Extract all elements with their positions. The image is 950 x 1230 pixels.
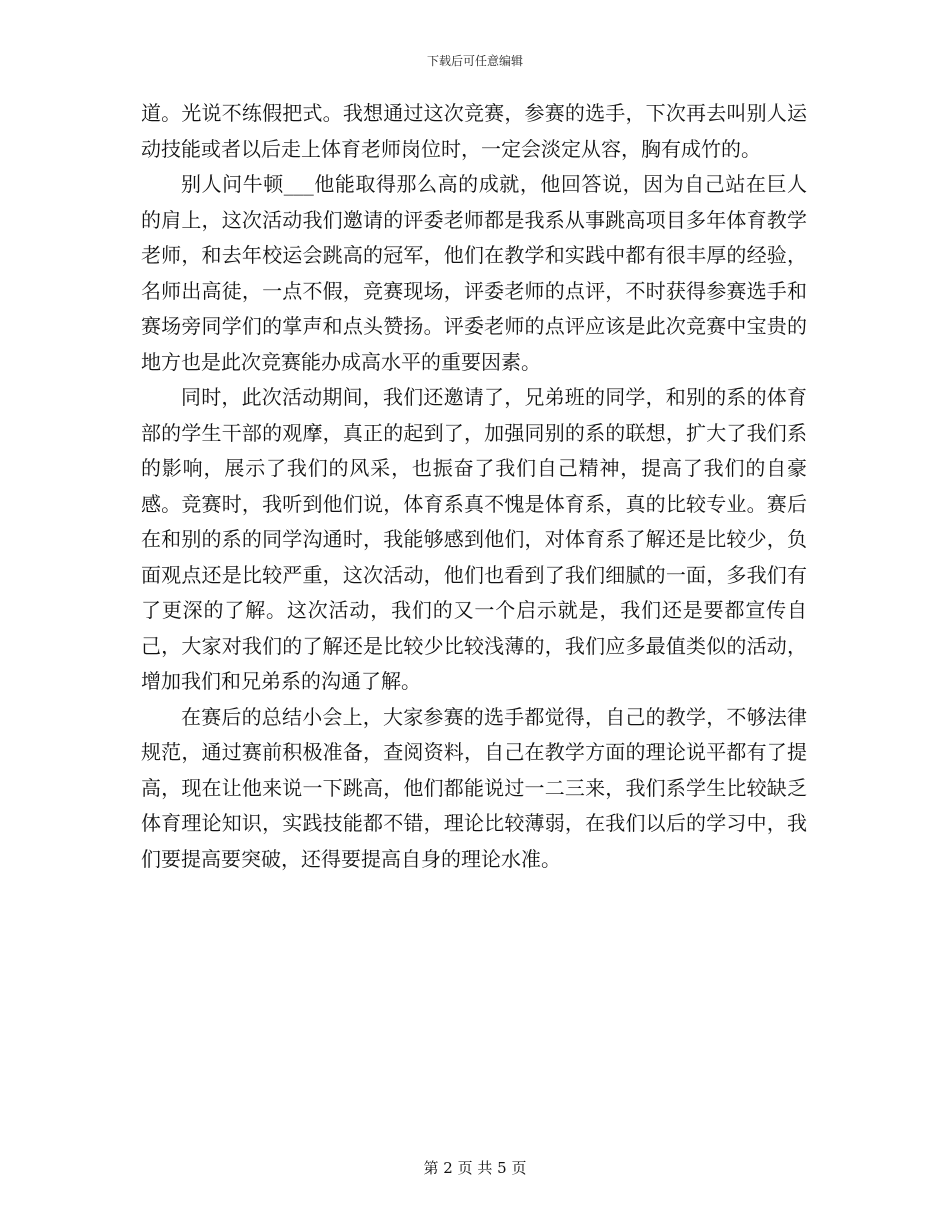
page-header: 下载后可任意编辑 [426, 54, 523, 68]
document-body [141, 96, 807, 877]
paragraph: 道。光说不练假把式。我想通过这次竞赛，参赛的选手，下次再去叫别人运动技能或者以后走上体育老师岗位时，一定会淡定从容，胸有成竹的。 [141, 101, 807, 161]
paragraph: 在赛后的总结小会上，大家参赛的选手都觉得，自己的教学，不够法律规范，通过赛前积极准备，查阅资料，自己在教学方面的理论说平都有了提高，现在让他来说一下跳高，他们都能说过一二三来，我们系学生比较缺乏体育理论知识，实践技能都不错，理论比较薄弱，在我们以后的学习中，我们要提高要突破，还得要提高自身的理论水准。 [141, 704, 807, 871]
page-footer: 第 2 页 共 5 页 [423, 1159, 527, 1177]
paragraph: 别人问牛顿___他能取得那么高的成就，他回答说，因为自己站在巨人的肩上，这次活动我们邀请的评委老师都是我系从事跳高项目多年体育教学老师，和去年校运会跳高的冠军，他们在教学和实践中都有很丰厚的经验，名师出高徒，一点不假，竞赛现场，评委老师的点评，不时获得参赛选手和赛场旁同学们的掌声和点头赞扬。评委老师的点评应该是此次竞赛中宝贵的地方也是此次竞赛能办成高水平的重要因素。 [141, 172, 807, 374]
paragraph: 同时，此次活动期间，我们还邀请了，兄弟班的同学，和别的系的体育部的学生干部的观摩，真正的起到了，加强同别的系的联想，扩大了我们系的影响，展示了我们的风采，也振奋了我们自己精神，提高了我们的自豪感。竞赛时，我听到他们说，体育系真不愧是体育系，真的比较专业。赛后在和别的系的同学沟通时，我能够感到他们，对体育系了解还是比较少，负面观点还是比较严重，这次活动，他们也看到了我们细腻的一面，多我们有了更深的了解。这次活动，我们的又一个启示就是，我们还是要都宣传自己，大家对我们的了解还是比较少比较浅薄的，我们应多最值类似的活动，增加我们和兄弟系的沟通了解。 [141, 385, 807, 693]
